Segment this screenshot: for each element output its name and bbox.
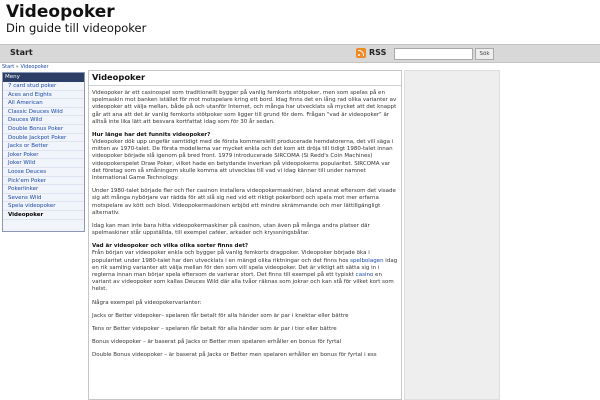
- rss-icon[interactable]: [356, 48, 366, 58]
- breadcrumb-current[interactable]: Videopoker: [20, 64, 49, 70]
- sidebar-item-loose-deuces[interactable]: Loose Deuces: [3, 168, 84, 177]
- types-text-3: en variant av videopoker som kallas Deuces Wild där alla tvåor räknas som jokrar och kan stå för vilket kort som helst.: [92, 272, 394, 293]
- breadcrumb-home-link[interactable]: Start: [2, 64, 15, 70]
- locations-paragraph: Idag kan man inte bara hitta videopokermaskiner på casinon, utan även på många andra platser där spelmaskiner står uppställda, till exempel caféer, arkader och kryssningsbåtar.: [92, 223, 370, 237]
- types-heading: Vad är videopoker och vilka olika sorter finns det?: [92, 243, 249, 250]
- sidebar-item-classic-deuces-wild[interactable]: Classic Deuces Wild: [3, 108, 84, 117]
- sidebar-item-double-jackpot-poker[interactable]: Double Jackpot Poker: [3, 134, 84, 143]
- sidebar-item-all-american[interactable]: All American: [3, 99, 84, 108]
- intro-paragraph: Videopoker är ett casinospel som traditionellt bygger på vanlig femkorts stötpoker, men som spelas på en spelmaskin mot banken istället för mot motspelare kring ett bord. Idag finns det en lång rad olika varianter av videopoker att välja mellan, både på och utanför Internet, och många har utvecklats så mycket att det knappt går att ana att det är vanlig femkorts stötpoker som ligger till grund för dem. Frågan "vad är videopoker" är alltså inte lika lätt att besvara kortfattat idag som för 30 år sedan.: [92, 90, 397, 125]
- nav-start-link[interactable]: Start: [10, 48, 33, 57]
- sidebar-item-joker-wild[interactable]: Joker Wild: [3, 159, 84, 168]
- sidebar-item-7-card-stud-poker[interactable]: 7 card stud poker: [3, 82, 84, 91]
- sidebar-item-videopoker[interactable]: Videopoker: [3, 211, 84, 220]
- casino-paragraph: Under 1980-talet började fler och fler casinon installera videopokermaskiner, bland annat eftersom det visade sig att många nybörjare var rädda för att slå sig ned vid ett riktigt pokerbord och spela mot mer erfarna motspelare av kött och blod. Videopokermaskinen erbjöd ett mindre skrämmande och mer lättillgängligt alternativ.: [92, 188, 396, 216]
- sidebar-header: Meny: [3, 73, 84, 82]
- site-header: [0, 0, 600, 44]
- casino-link[interactable]: casino: [355, 272, 374, 279]
- types-text-1: Från början var videopoker enkla och bygger på vanlig femkorts dragpoker. Videopoker började öka i popularitet under 1980-talet har den utvecklats i en mängd olika riktningar och det finns hos: [92, 250, 370, 264]
- right-sidebar: [404, 70, 500, 400]
- example-tens-or-better: Tens or Better videpoker – spelaren får betalt för alla händer som är par i tior eller bättre: [92, 326, 337, 333]
- site-tagline: Din guide till videopoker: [6, 21, 147, 35]
- sidebar-item-aces-and-eights[interactable]: Aces and Eights: [3, 91, 84, 100]
- main-content: [88, 70, 402, 400]
- example-bonus: Bonus videopoker – är baserat på Jacks or Better men spelaren erhåller en bonus för fyrtal: [92, 339, 342, 346]
- breadcrumb: [2, 64, 49, 70]
- types-paragraph: [92, 250, 398, 293]
- history-heading: Hur länge har det funnits videopoker?: [92, 132, 211, 139]
- breadcrumb-separator: »: [14, 64, 21, 70]
- sidebar-item-deuces-wild[interactable]: Deuces Wild: [3, 116, 84, 125]
- rss-link[interactable]: RSS: [369, 48, 387, 57]
- example-jacks-or-better: Jacks or Better videpoker– spelaren får betalt för alla händer som är par i knektar eller bättre: [92, 312, 349, 319]
- sidebar-item-spela-videopoker[interactable]: Spela videopoker: [3, 202, 84, 211]
- sidebar-item-joker-poker[interactable]: Joker Poker: [3, 151, 84, 160]
- examples-intro: Några exempel på videopokervarianter:: [92, 299, 202, 306]
- main-navbar: [0, 44, 600, 63]
- sidebar-item-double-bonus-poker[interactable]: Double Bonus Poker: [3, 125, 84, 134]
- sidebar-item-pickem-poker[interactable]: Pick'em Poker: [3, 177, 84, 186]
- search-input[interactable]: [394, 48, 473, 60]
- page-title: Videopoker: [89, 71, 401, 86]
- history-paragraph: Videopoker dök upp ungefär samtidigt med de första kommersiellt producerade hemdatorerna, det vill säga i mitten av 1970-talet. De första modellerna var mycket enkla och det kom att dröja till tidigt 1980-talet innan videopoker började slå igenom på bred front. 1979 introducerade SIRCOMA (Si Redd's Coin Machines) videopokerspelet Draw Poker, vilket hade en betydande inverkan på videopokerns popularitet. SIRCOMA var det företag som så småningom skulle komma att utvecklas till vad vi idag känner till under namnet International Game Technology.: [92, 139, 394, 182]
- sidebar-menu: [2, 72, 85, 232]
- types-text-2: idag en rik samling varianter att välja mellan för den som vill spela videopoker. Det är viktigt att sätta sig in i reglerna innan man börjar spela eftersom de varierar stort. Det finns till exempel på ett typiskt: [92, 257, 398, 279]
- sidebar-item-sevens-wild[interactable]: Sevens Wild: [3, 194, 84, 203]
- site-title[interactable]: Videopoker: [6, 2, 115, 22]
- example-double-bonus: Double Bonus videopoker – är baserat på Jacks or Better men spelaren erhåller en bonus för fyrtal i ess: [92, 352, 377, 359]
- search-button[interactable]: Sök: [475, 48, 494, 60]
- sidebar-item-jacks-or-better[interactable]: Jacks or Better: [3, 142, 84, 151]
- article-body: [89, 86, 401, 360]
- spelbolagen-link[interactable]: spelbolagen: [350, 257, 384, 264]
- sidebar-item-pokerlinker[interactable]: Pokerlinker: [3, 185, 84, 194]
